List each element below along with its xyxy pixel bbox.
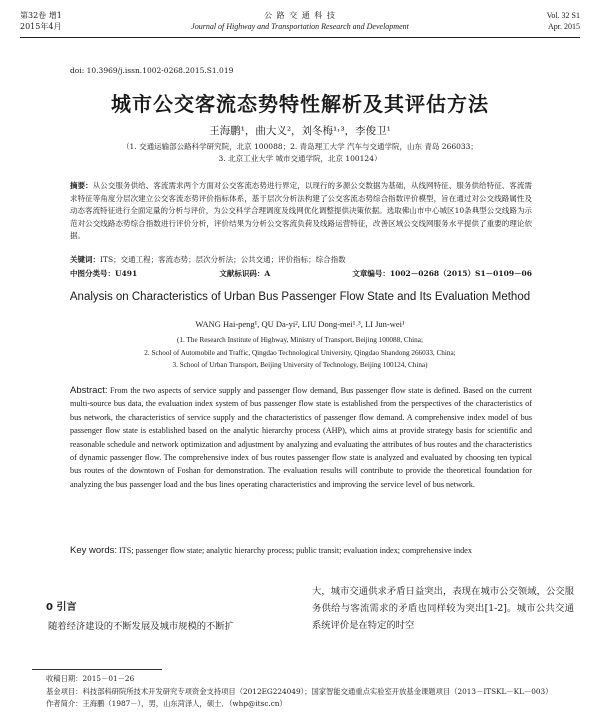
affiliation-line: 3. School of Urban Transport, Beijing University of Technology, Beijing 100124, China) (172, 361, 428, 369)
keywords-en-text: ITS; passenger flow state; analytic hierarchy process; public transit; evaluation index; comprehensive index (119, 546, 472, 555)
abstract-cn-label: 摘要： (70, 181, 93, 190)
footnote-funding: 基金项目：科技部科研院所技术开发研究专项资金支持项目（2012EG224049）；国家智能交通重点实验室开放基金课题项目（2013－ITSKL－KL－003） (46, 686, 553, 696)
classification-row (70, 268, 532, 279)
keywords-cn (70, 254, 532, 266)
body-text-left: 随着经济建设的不断发展及城市规模的不断扩 (48, 621, 234, 632)
volume-en: Vol. 32 S1 (546, 11, 580, 20)
clc-number: 中图分类号：U491 (70, 269, 138, 278)
abstract-en (70, 384, 532, 491)
volume-cn: 第32卷 增1 (20, 11, 62, 20)
footnote-author: 作者简介：王海鹏（1987－），男，山东菏泽人，硕士．（whp@itsc.cn） (46, 699, 287, 708)
affiliation-line: 3. 北京工业大学 城市交通学院，北京 100124） (218, 154, 382, 163)
abstract-cn-text: 从公交服务供给、客流需求两个方面对公交客流态势进行界定，以现行的多源公交数据为基础，从线网特征、服务供给特征、客流需求特征等角度分层次建立公交客流态势评价指标体系，基于层次分析法构建了公交客流态势综合指数评价模型，旨在通过对公交线路属性及动态客流特征进行全面定量的分析与评价，为公交科学合理调度及线网优化调整提供决策依据。选取佛山市中心城区10条典型公交线路为示范对公交线路态势综合指数进行评价分析，评价结果为分析公交客流负荷及线路运营特征，改善区域公交线网服务水平提供了重要的理论依据。 (70, 181, 533, 241)
section-heading-introduction: 0 引言 (46, 602, 77, 613)
body-text-right: 大，城市交通供求矛盾日益突出，表现在城市公交领域，公交服务供给与客流需求的矛盾也同样较为突出[1-2]。城市公共交通系统评价是在特定的时空 (312, 586, 574, 631)
page-title-cn: 城市公交客流态势特性解析及其评估方法 (111, 92, 489, 116)
page-title-en: Analysis on Characteristics of Urban Bus Passenger Flow State and Its Evaluation Method (69, 291, 531, 303)
affiliations-cn (0, 141, 600, 165)
footnotes (46, 673, 566, 711)
authors-cn: 王海鹏¹，曲大义²，刘冬梅¹˒³，李俊卫¹ (209, 125, 391, 137)
journal-name-cn: 公 路 交 通 科 技 (264, 11, 336, 20)
date-en: Apr. 2015 (548, 22, 580, 31)
header-rule (20, 37, 580, 38)
authors-en: WANG Hai-peng¹, QU Da-yi², LIU Dong-mei¹˒³, LI Jun-wei¹ (195, 319, 405, 329)
affiliation-line: (1. The Research Institute of Highway, Ministry of Transport, Beijing 100088, China; (177, 336, 423, 344)
abstract-cn (70, 180, 532, 243)
keywords-cn-label: 关键词： (70, 255, 100, 264)
affiliation-line: （1. 交通运输部公路科学研究院，北京 100088；2. 青岛理工大学 汽车与交通学院，山东 青岛 266033； (122, 142, 478, 151)
keywords-en (70, 544, 532, 557)
journal-name-en: Journal of Highway and Transportation Research and Development (191, 22, 409, 31)
footnote-rule (32, 669, 162, 670)
keywords-en-label: Key words: (70, 545, 117, 556)
abstract-en-label: Abstract: (70, 385, 108, 396)
abstract-en-text: From the two aspects of service supply and passenger flow demand, Bus passenger flow state is defined. Based on the current multi-source bus data, the evaluation index system of bus passenger flow state is established from the perspectives of the characteristics of bus network, the characteristics of service supply and the characteristics of passenger flow demand. A comprehensive index model of bus passenger flow state is established based on the analytic hierarchy process (AHP), which aims at provide strategy basis for scientific and reasonable schedule and network optimization and adjustment by analyzing and evaluating the attributes of bus routes and the characteristics of dynamic passenger flow. The comprehensive index of bus routes passenger flow state is analyzed and evaluated by choosing ten typical bus routes of the downtown of Foshan for demonstration. The evaluation results will contribute to provide the theoretical foundation for analyzing the bus passenger load and the bus lines operating characteristics and improving the service level of bus network. (70, 386, 532, 489)
document-code: 文献标识码：A (219, 269, 271, 278)
affiliation-line: 2. School of Automobile and Traffic, Qingdao Technological University, Qingdao Shandong 266033, China; (144, 348, 456, 357)
footnote-received: 收稿日期：2015－01－26 (46, 674, 135, 683)
date-cn: 2015年4月 (20, 22, 62, 31)
doi: doi: 10.3969/j.issn.1002-0268.2015.S1.019 (70, 66, 234, 75)
keywords-cn-text: ITS；交通工程；客流态势；层次分析法；公共交通；评价指标；综合指数 (100, 255, 346, 264)
affiliations-en (0, 334, 600, 372)
header-right (547, 10, 580, 32)
article-number: 文章编号：1002－0268（2015）S1－0109－06 (352, 269, 532, 278)
header-center (0, 10, 600, 32)
